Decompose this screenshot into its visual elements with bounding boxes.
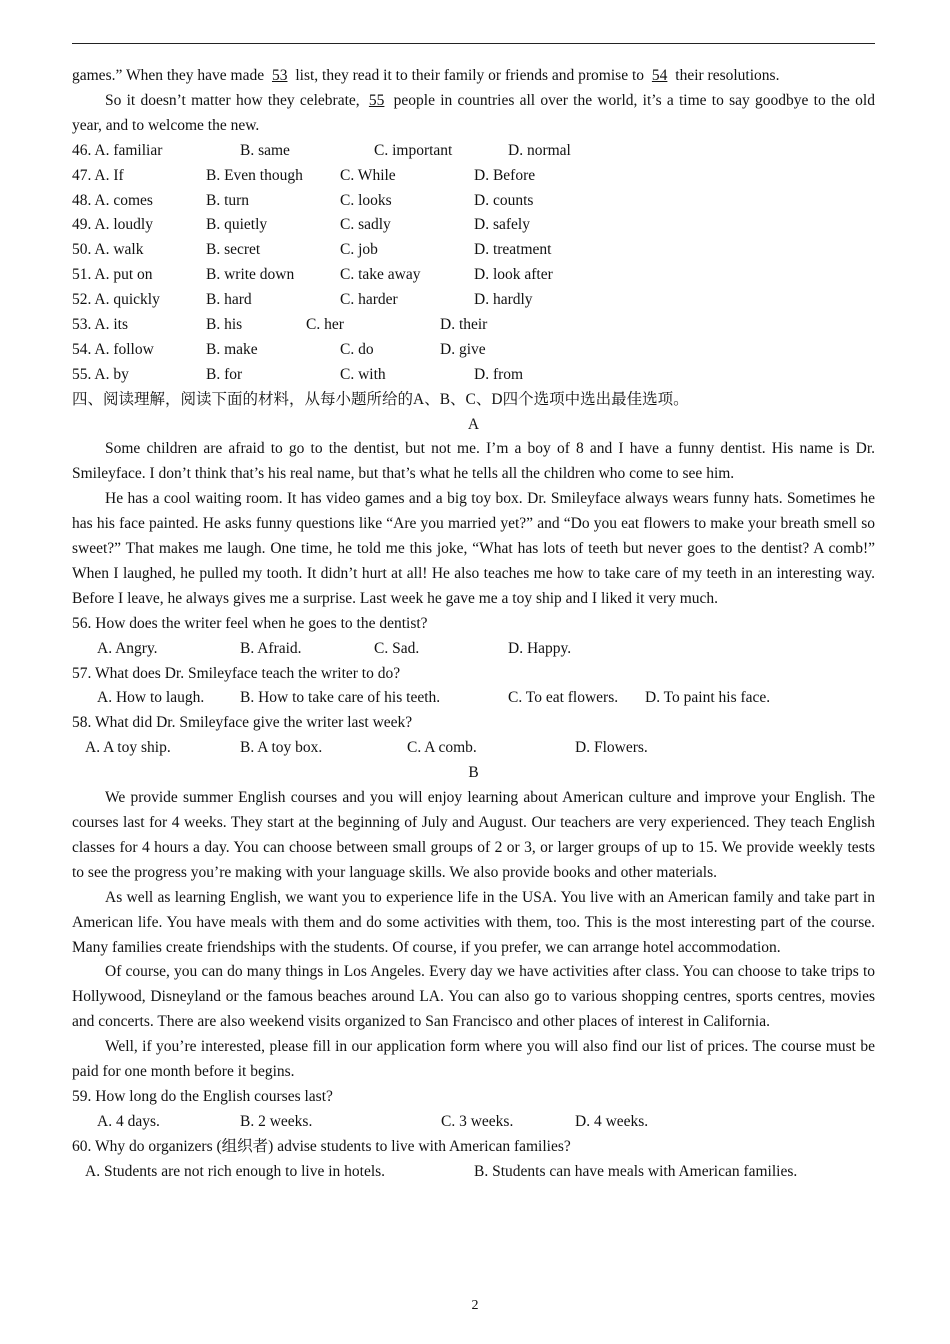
opt-b: B. Even though xyxy=(206,166,303,184)
cloze-line-2 xyxy=(72,89,875,139)
question-57-options xyxy=(72,686,875,711)
header-rule xyxy=(72,43,875,44)
opt-d: D. from xyxy=(474,365,524,383)
opt-c: C. important xyxy=(374,141,453,159)
question-58-options xyxy=(72,736,875,761)
question-59-options xyxy=(72,1110,875,1135)
question-56: 56. How does the writer feel when he goes to the dentist? xyxy=(72,614,428,632)
option: C. To eat flowers. xyxy=(508,689,619,707)
blank-53: 53 xyxy=(271,67,288,84)
passage-a-paragraph-2: He has a cool waiting room. It has video games and a big toy box. Dr. Smileyface always wears funny hats. Sometimes he has his face painted. He asks funny questions like “Are you married yet?” and “Do you eat flowers to make your breath smell so sweet?” That makes me laugh. One time, he told me this joke, “What has lots of teeth but never goes to the dentist? A comb!” When I laughed, he pulled my tooth. It didn’t hurt at all! He also teaches me how to take care of my teeth in an interesting way. Before I leave, he always gives me a surprise. Last week he gave me a toy ship and I liked it very much. xyxy=(72,490,875,607)
opt-a: 49. A. loudly xyxy=(72,216,153,234)
passage-b-paragraph-1: We provide summer English courses and you will enjoy learning about American culture and improve your English. The courses last for 4 weeks. They start at the beginning of July and August. Our teachers are very experienced. They teach English classes for 4 hours a day. You can choose between small groups of 2 or 3, or larger groups of up to 15. We provide weekly tests to see the progress you’re making with your language skills. We also provide books and other materials. xyxy=(72,789,875,881)
option-row xyxy=(72,164,875,189)
opt-d: D. give xyxy=(440,340,486,358)
question-58: 58. What did Dr. Smileyface give the writer last week? xyxy=(72,714,413,732)
opt-c: C. looks xyxy=(340,191,392,209)
option: A. A toy ship. xyxy=(85,739,171,757)
question-60: 60. Why do organizers (组织者) advise students to live with American families? xyxy=(72,1137,571,1155)
option-row xyxy=(72,189,875,214)
passage-a-paragraph-1: Some children are afraid to go to the dentist, but not me. I’m a boy of 8 and I have a funny dentist. His name is Dr. Smileyface. I don’t think that’s his real name, but that’s what he tells all the children who come to see him. xyxy=(72,440,875,483)
option: D. 4 weeks. xyxy=(575,1112,649,1130)
opt-b: B. his xyxy=(206,315,243,333)
opt-b: B. turn xyxy=(206,191,250,209)
opt-b: B. same xyxy=(240,141,290,159)
option-row xyxy=(72,363,875,388)
passage-b-paragraph-3: Of course, you can do many things in Los Angeles. Every day we have activities after class. You can choose to take trips to Hollywood, Disneyland or the famous beaches around LA. You can also go to various shopping centres, sports centres, movies and concerts. There are also weekend visits organized to San Francisco and other places of interest in California. xyxy=(72,963,875,1031)
opt-b: B. quietly xyxy=(206,216,268,234)
opt-b: B. make xyxy=(206,340,258,358)
cloze-line-1 xyxy=(72,64,875,89)
option: D. Happy. xyxy=(508,639,572,657)
opt-d: D. treatment xyxy=(474,241,552,259)
opt-d: D. Before xyxy=(474,166,536,184)
opt-a: 54. A. follow xyxy=(72,340,154,358)
option-row xyxy=(72,338,875,363)
option-row xyxy=(72,238,875,263)
section-heading: 四、阅读理解，阅读下面的材料，从每小题所给的A、B、C、D四个选项中选出最佳选项。 xyxy=(72,390,689,408)
opt-c: C. While xyxy=(340,166,396,184)
text: So it doesn’t matter how they celebrate, xyxy=(105,91,365,109)
opt-a: 51. A. put on xyxy=(72,266,153,284)
opt-a: 53. A. its xyxy=(72,315,128,333)
opt-c: C. take away xyxy=(340,266,421,284)
opt-a: 55. A. by xyxy=(72,365,129,383)
opt-a: 50. A. walk xyxy=(72,241,144,259)
option-row xyxy=(72,313,875,338)
opt-b: B. secret xyxy=(206,241,261,259)
option: B. Students can have meals with American families. xyxy=(474,1162,798,1180)
option: D. Flowers. xyxy=(575,739,648,757)
opt-c: C. do xyxy=(340,340,374,358)
blank-54: 54 xyxy=(651,67,668,84)
opt-d: D. counts xyxy=(474,191,534,209)
blank-55: 55 xyxy=(368,91,385,109)
opt-d: D. normal xyxy=(508,141,571,159)
option-row xyxy=(72,213,875,238)
page-content xyxy=(72,64,875,1185)
option: D. To paint his face. xyxy=(645,689,771,707)
page-number: 2 xyxy=(471,1298,479,1313)
option: B. How to take care of his teeth. xyxy=(240,689,441,707)
question-57: 57. What does Dr. Smileyface teach the writer to do? xyxy=(72,664,401,682)
passage-a-label: A xyxy=(467,415,480,433)
opt-a: 47. A. If xyxy=(72,166,124,184)
passage-b-label: B xyxy=(468,764,479,782)
option: B. A toy box. xyxy=(240,739,323,757)
option: C. Sad. xyxy=(374,639,420,657)
text: their resolutions. xyxy=(671,67,780,84)
opt-a: 46. A. familiar xyxy=(72,141,163,159)
text: people in countries all over the world, it’s a time to say goodbye to the old year, and to welcome the new. xyxy=(72,91,875,134)
option: A. Students are not rich enough to live in hotels. xyxy=(85,1162,386,1180)
question-56-options xyxy=(72,637,875,662)
option-row xyxy=(72,263,875,288)
opt-d: D. look after xyxy=(474,266,553,284)
opt-c: C. with xyxy=(340,365,386,383)
option: C. 3 weeks. xyxy=(441,1112,514,1130)
option: A. 4 days. xyxy=(97,1112,160,1130)
option-row xyxy=(72,288,875,313)
opt-c: C. her xyxy=(306,315,344,333)
option: A. How to laugh. xyxy=(97,689,205,707)
opt-c: C. sadly xyxy=(340,216,391,234)
option: A. Angry. xyxy=(97,639,158,657)
question-60-options xyxy=(72,1160,875,1185)
question-59: 59. How long do the English courses last? xyxy=(72,1087,333,1105)
opt-c: C. job xyxy=(340,241,378,259)
text: list, they read it to their family or friends and promise to xyxy=(291,67,648,84)
passage-b-paragraph-2: As well as learning English, we want you to experience life in the USA. You live with an American family and take part in American life. You have meals with them and do some activities with them, too. This is the most interesting part of the course. Many families create friendships with the students. Of course, if you prefer, we can arrange hotel accommodation. xyxy=(72,888,875,956)
opt-c: C. harder xyxy=(340,291,398,309)
option: B. Afraid. xyxy=(240,639,302,657)
passage-b-paragraph-4: Well, if you’re interested, please fill in our application form where you will also find our list of prices. The course must be paid for one month before it begins. xyxy=(72,1038,875,1081)
opt-b: B. for xyxy=(206,365,243,383)
opt-a: 52. A. quickly xyxy=(72,291,160,309)
opt-a: 48. A. comes xyxy=(72,191,153,209)
opt-d: D. their xyxy=(440,315,488,333)
option: C. A comb. xyxy=(407,739,477,757)
opt-b: B. hard xyxy=(206,291,252,309)
option: B. 2 weeks. xyxy=(240,1112,313,1130)
opt-b: B. write down xyxy=(206,266,295,284)
opt-d: D. safely xyxy=(474,216,530,234)
text: games.” When they have made xyxy=(72,67,268,84)
option-row xyxy=(72,139,875,164)
opt-d: D. hardly xyxy=(474,291,533,309)
